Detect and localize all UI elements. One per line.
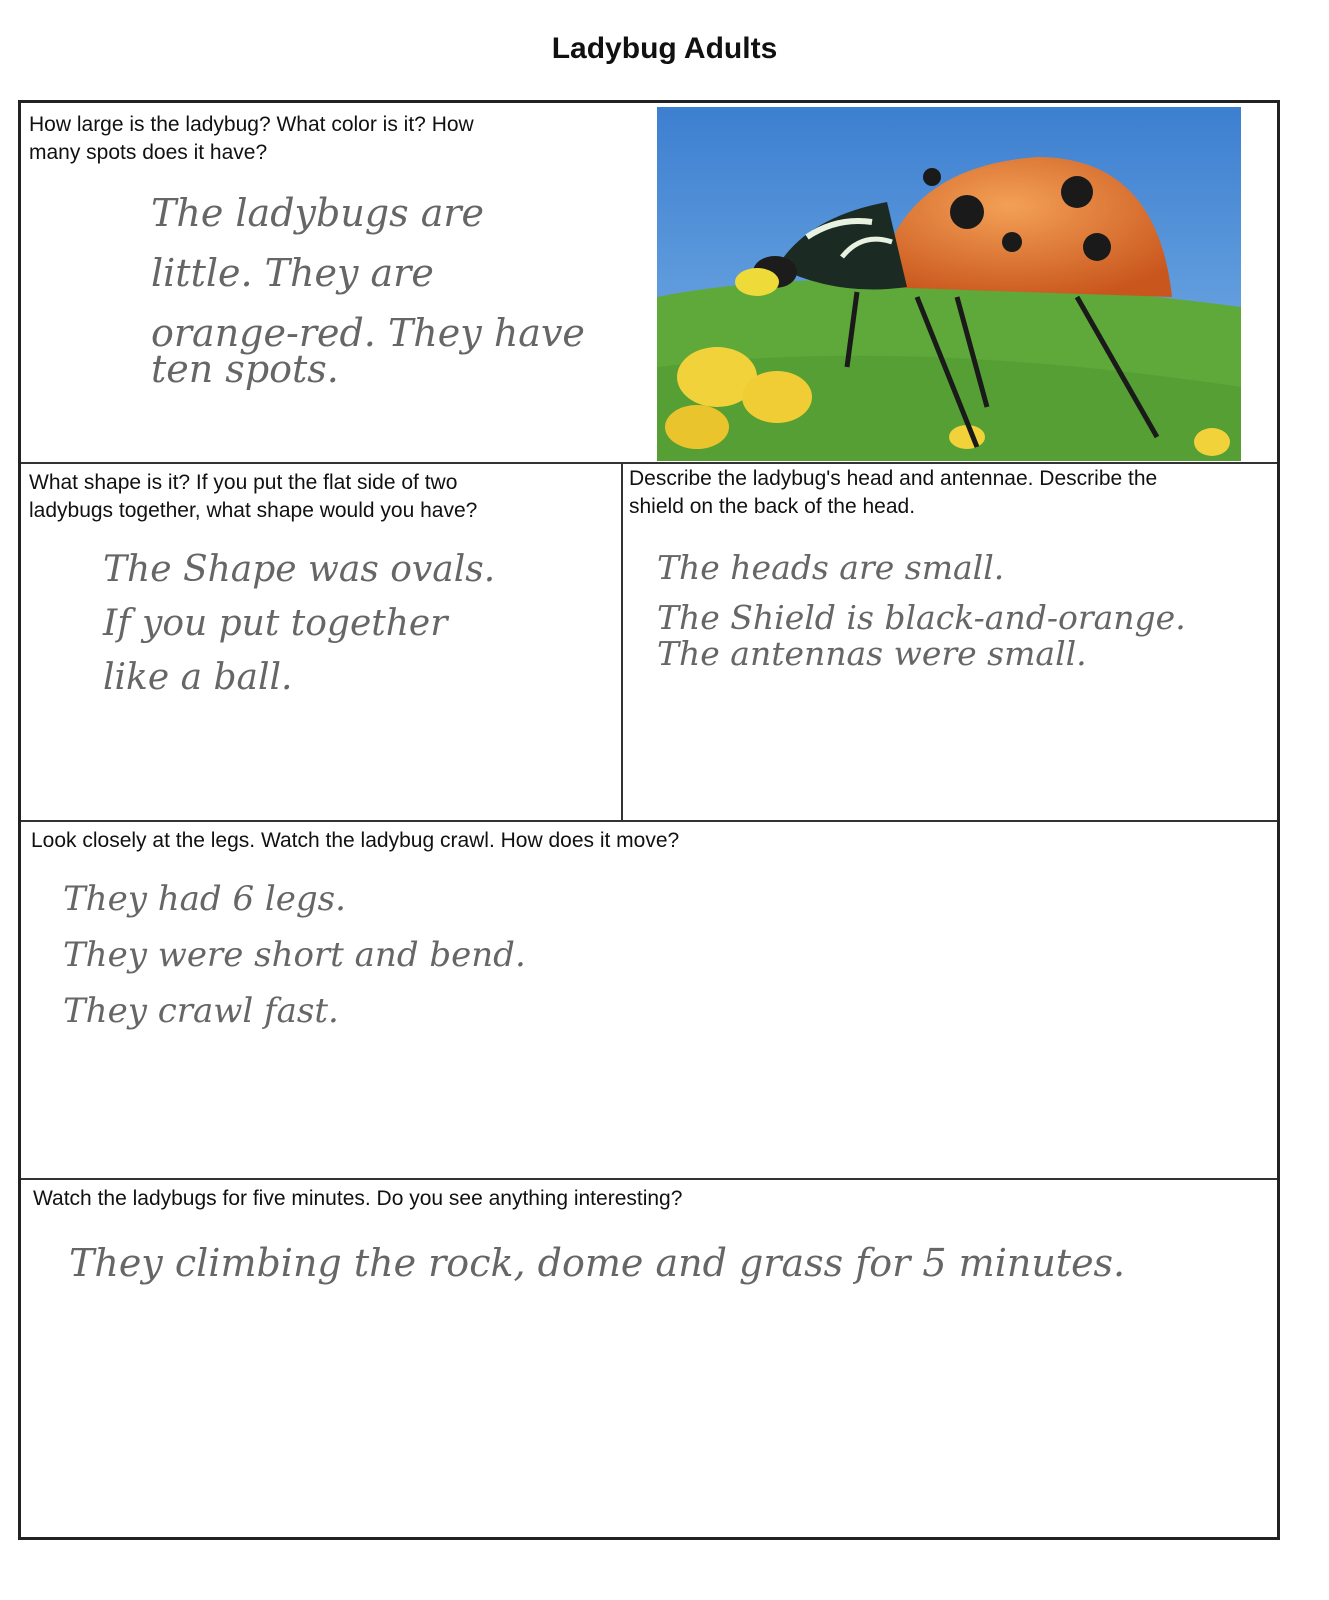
row-divider <box>21 462 1277 464</box>
answer-line: orange-red. They have <box>151 311 585 355</box>
answer-line: They climbing the rock, dome and grass for 5 minutes. <box>69 1241 1126 1285</box>
question-head-antennae <box>629 465 1157 521</box>
worksheet-table <box>18 100 1280 1540</box>
question-line: Look closely at the legs. Watch the ladybug crawl. How does it move? <box>31 829 680 852</box>
question-line: How large is the ladybug? What color is it? How <box>29 113 474 136</box>
answer-observe <box>69 1233 1125 1293</box>
question-observe <box>33 1185 682 1213</box>
answer-shape <box>103 543 495 705</box>
question-line: shield on the back of the head. <box>629 495 916 518</box>
question-line: Watch the ladybugs for five minutes. Do you see anything interesting? <box>33 1187 683 1210</box>
answer-legs <box>63 871 526 1039</box>
answer-line: like a ball. <box>103 657 293 698</box>
answer-line: The antennas were small. <box>657 634 1087 673</box>
answer-line: If you put together <box>103 603 448 644</box>
question-line: many spots does it have? <box>29 141 268 164</box>
answer-size-color <box>151 183 585 399</box>
question-line: What shape is it? If you put the flat side of two <box>29 471 458 494</box>
answer-line: They crawl fast. <box>63 991 339 1031</box>
column-divider <box>621 464 623 820</box>
answer-line: The Shape was ovals. <box>103 549 496 590</box>
question-legs <box>31 827 679 855</box>
row-divider <box>21 820 1277 822</box>
question-line: ladybugs together, what shape would you have? <box>29 499 478 522</box>
answer-head-antennae <box>657 543 1186 679</box>
answer-line: little. They are <box>151 251 434 295</box>
answer-line: ten spots. <box>151 347 339 391</box>
ladybug-photo <box>657 107 1241 461</box>
answer-line: They had 6 legs. <box>63 879 346 919</box>
question-size-color <box>29 111 474 167</box>
answer-line: The ladybugs are <box>151 191 485 235</box>
row-divider <box>21 1178 1277 1180</box>
answer-line: The Shield is black-and-orange. <box>657 598 1186 637</box>
page-title: Ladybug Adults <box>551 32 778 65</box>
answer-line: They were short and bend. <box>63 935 526 975</box>
answer-line: The heads are small. <box>657 548 1005 587</box>
question-shape <box>29 469 477 525</box>
question-line: Describe the ladybug's head and antennae. Describe the <box>629 467 1158 490</box>
